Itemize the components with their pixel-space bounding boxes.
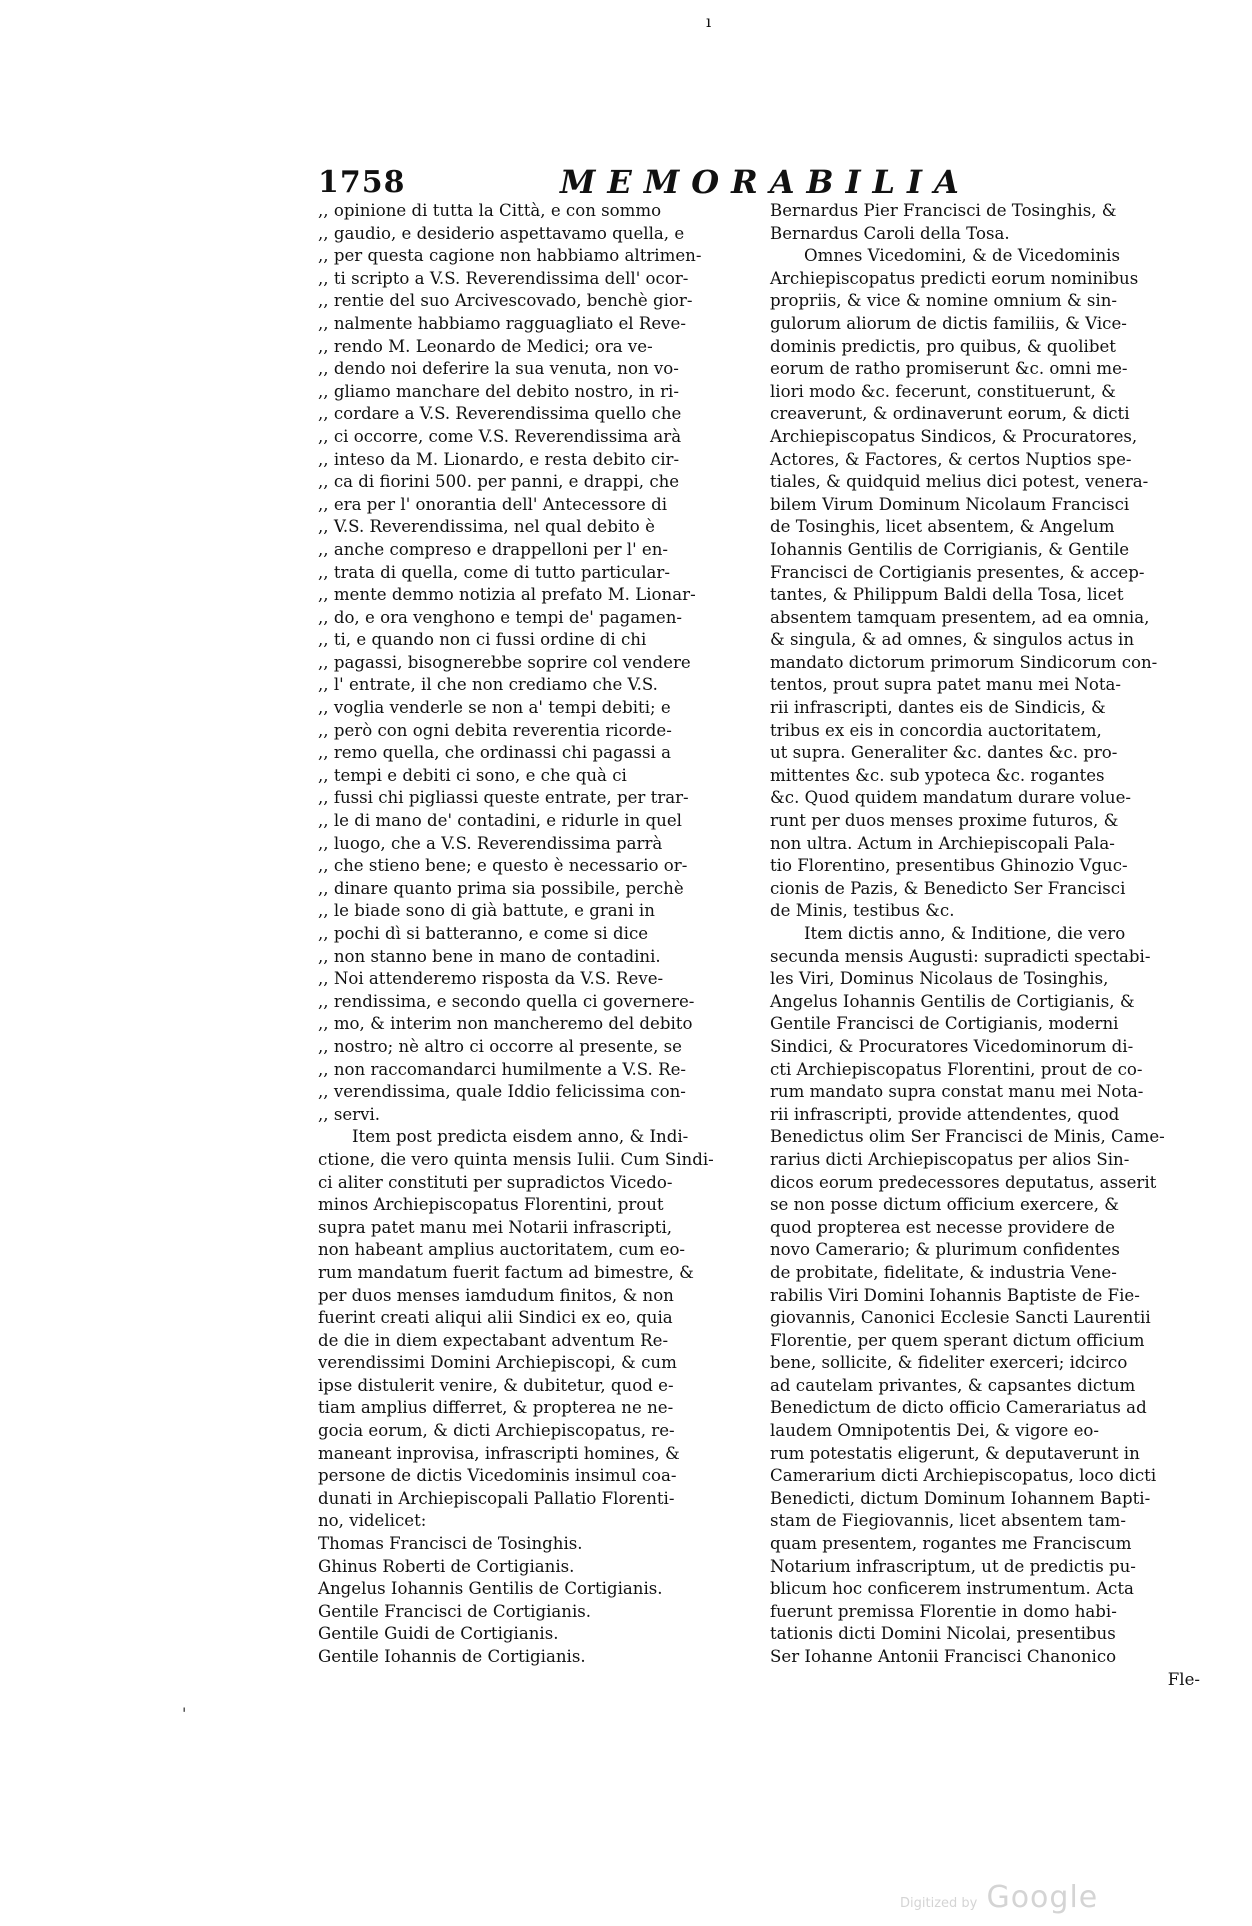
text-line: ,, cordare a V.S. Reverendissima quello che bbox=[318, 404, 682, 424]
text-line: mittentes &c. sub ypoteca &c. rogantes bbox=[770, 765, 1105, 785]
text-line: Gentile Guidi de Cortigianis. bbox=[318, 1624, 559, 1644]
text-line: ,, Noi attenderemo risposta da V.S. Reve- bbox=[318, 969, 664, 989]
text-line: Ser Iohanne Antonii Francisci Chanonico bbox=[770, 1647, 1117, 1666]
text-line: ,, che stieno bene; e questo è necessario or- bbox=[318, 856, 688, 876]
text-line: Iohannis Gentilis de Corrigianis, & Gentile bbox=[770, 539, 1130, 559]
text-line: cti Archiepiscopatus Florentini, prout de co- bbox=[770, 1059, 1143, 1079]
text-line: ,, pagassi, bisognerebbe soprire col vendere bbox=[318, 652, 691, 672]
text-line: les Viri, Dominus Nicolaus de Tosinghis, bbox=[770, 969, 1109, 989]
text-line: Ghinus Roberti de Cortigianis. bbox=[318, 1556, 575, 1576]
text-line: Bernardus Caroli della Tosa. bbox=[770, 223, 1010, 243]
text-line: ,, ti scripto a V.S. Reverendissima dell' ocor- bbox=[318, 268, 689, 288]
text-line: creaverunt, & ordinaverunt eorum, & dicti bbox=[770, 404, 1130, 424]
text-line: ,, mente demmo notizia al prefato M. Lionar- bbox=[318, 585, 696, 605]
text-line: tationis dicti Domini Nicolai, presentibus bbox=[770, 1624, 1116, 1644]
margin-speck: ' bbox=[182, 1704, 187, 1723]
text-line: ,, verendissima, quale Iddio felicissima con- bbox=[318, 1082, 686, 1102]
text-line: bilem Virum Dominum Nicolaum Francisci bbox=[770, 494, 1130, 514]
text-line: ,, servi. bbox=[318, 1104, 381, 1124]
text-line: ,, però con ogni debita reverentia ricorde- bbox=[318, 720, 672, 740]
text-line: rum mandato supra constat manu mei Nota- bbox=[770, 1082, 1144, 1102]
text-line: ,, tempi e debiti ci sono, e che quà ci bbox=[318, 765, 627, 785]
text-line: tiales, & quidquid melius dici potest, venera- bbox=[770, 472, 1149, 492]
text-line: ,, opinione di tutta la Città, e con sommo bbox=[318, 201, 662, 220]
text-line: Florentie, per quem sperant dictum officium bbox=[770, 1330, 1145, 1350]
text-line: ,, remo quella, che ordinassi chi pagassi a bbox=[318, 743, 671, 763]
text-line: laudem Omnipotentis Dei, & vigore eo- bbox=[770, 1421, 1099, 1441]
text-line: ,, rentie del suo Arcivescovado, benchè gior- bbox=[318, 291, 693, 311]
text-line: ,, do, e ora venghono e tempi de' pagamen- bbox=[318, 607, 682, 627]
page-number: 1758 bbox=[318, 165, 406, 200]
digitization-watermark bbox=[900, 1880, 1098, 1915]
text-line: ,, non raccomandarci humilmente a V.S. Re- bbox=[318, 1059, 687, 1079]
text-line: Benedictum de dicto officio Camerariatus ad bbox=[770, 1398, 1147, 1418]
text-line: no, videlicet: bbox=[318, 1511, 427, 1531]
text-line: dicos eorum predecessores deputatus, asserit bbox=[770, 1172, 1157, 1192]
text-line: mandato dictorum primorum Sindicorum con- bbox=[770, 652, 1158, 672]
text-line: ,, ti, e quando non ci fussi ordine di chi bbox=[318, 630, 647, 650]
text-line: ,, era per l' onorantia dell' Antecessore di bbox=[318, 494, 668, 514]
text-line: ,, le biade sono di già battute, e grani in bbox=[318, 901, 655, 921]
text-line: gulorum aliorum de dictis familiis, & Vice- bbox=[770, 313, 1127, 333]
text-line: de Tosinghis, licet absentem, & Angelum bbox=[770, 517, 1115, 537]
text-line: ,, ci occorre, come V.S. Reverendissima arà bbox=[318, 426, 682, 446]
text-line: Archiepiscopatus predicti eorum nominibus bbox=[770, 268, 1139, 288]
text-line: ,, le di mano de' contadini, e ridurle in quel bbox=[318, 811, 682, 831]
text-line: novo Camerario; & plurimum confidentes bbox=[770, 1240, 1120, 1260]
text-line: ,, nostro; nè altro ci occorre al presente, se bbox=[318, 1036, 682, 1056]
text-line: ,, dinare quanto prima sia possibile, perchè bbox=[318, 878, 684, 898]
right-text-column bbox=[770, 200, 1200, 1691]
top-margin-mark: ı bbox=[706, 12, 712, 31]
text-line: ut supra. Generaliter &c. dantes &c. pro- bbox=[770, 743, 1118, 763]
text-line: Gentile Francisci de Cortigianis, moderni bbox=[770, 1014, 1119, 1034]
text-line: Benedicti, dictum Dominum Iohannem Bapti- bbox=[770, 1488, 1151, 1508]
text-line: &c. Quod quidem mandatum durare volue- bbox=[770, 788, 1132, 808]
text-line: gocia eorum, & dicti Archiepiscopatus, re- bbox=[318, 1421, 675, 1441]
text-line: tiam amplius differret, & propterea ne ne- bbox=[318, 1398, 674, 1418]
text-line: stam de Fiegiovannis, licet absentem tam- bbox=[770, 1511, 1126, 1531]
text-line: giovannis, Canonici Ecclesie Sancti Laurentii bbox=[770, 1308, 1151, 1328]
text-line: rii infrascripti, dantes eis de Sindicis, & bbox=[770, 698, 1106, 718]
text-line: ad cautelam privantes, & capsantes dictum bbox=[770, 1375, 1136, 1395]
text-line: Archiepiscopatus Sindicos, & Procuratores, bbox=[770, 426, 1138, 446]
text-line: de probitate, fidelitate, & industria Vene- bbox=[770, 1262, 1117, 1282]
text-line: de Minis, testibus &c. bbox=[770, 901, 955, 921]
text-line: Gentile Francisci de Cortigianis. bbox=[318, 1601, 592, 1621]
text-line: Sindici, & Procuratores Vicedominorum di- bbox=[770, 1036, 1134, 1056]
text-line: per duos menses iamdudum finitos, & non bbox=[318, 1285, 674, 1305]
text-line: Notarium infrascriptum, ut de predictis pu- bbox=[770, 1556, 1136, 1576]
text-line: Thomas Francisci de Tosinghis. bbox=[318, 1534, 583, 1554]
text-line: Angelus Iohannis Gentilis de Cortigianis. bbox=[318, 1579, 663, 1599]
text-line: liori modo &c. fecerunt, constituerunt, & bbox=[770, 381, 1116, 401]
text-line: ,, luogo, che a V.S. Reverendissima parrà bbox=[318, 833, 663, 853]
text-line: rum mandatum fuerit factum ad bimestre, & bbox=[318, 1262, 694, 1282]
text-line: supra patet manu mei Notarii infrascripti, bbox=[318, 1217, 673, 1237]
text-line: Item post predicta eisdem anno, & Indi- bbox=[352, 1127, 689, 1147]
text-line: ,, dendo noi deferire la sua venuta, non vo- bbox=[318, 359, 679, 379]
text-line: Actores, & Factores, & certos Nuptios spe- bbox=[770, 449, 1132, 469]
text-line: ,, V.S. Reverendissima, nel qual debito è bbox=[318, 517, 655, 537]
text-line: non habeant amplius auctoritatem, cum eo- bbox=[318, 1240, 686, 1260]
text-line: blicum hoc conficerem instrumentum. Acta bbox=[770, 1579, 1134, 1599]
text-line: dunati in Archiepiscopali Pallatio Florenti- bbox=[318, 1488, 675, 1508]
text-line: persone de dictis Vicedominis insimul coa- bbox=[318, 1466, 677, 1486]
text-line: Angelus Iohannis Gentilis de Cortigianis, & bbox=[770, 991, 1135, 1011]
text-line: Item dictis anno, & Inditione, die vero bbox=[804, 924, 1126, 943]
text-line: eorum de ratho promiserunt &c. omni me- bbox=[770, 359, 1128, 379]
watermark-prefix: Digitized by bbox=[900, 1896, 978, 1911]
text-line: ,, inteso da M. Lionardo, e resta debito cir- bbox=[318, 449, 680, 469]
text-line: Fle- bbox=[1167, 1669, 1200, 1689]
text-line: runt per duos menses proxime futuros, & bbox=[770, 811, 1119, 831]
running-title: MEMORABILIA bbox=[560, 163, 971, 201]
text-line: tantes, & Philippum Baldi della Tosa, licet bbox=[770, 585, 1124, 605]
text-line: ,, gaudio, e desiderio aspettavamo quella, e bbox=[318, 223, 685, 243]
text-line: rum potestatis eligerunt, & deputaverunt in bbox=[770, 1443, 1140, 1463]
text-line: ipse distulerit venire, & dubitetur, quod e- bbox=[318, 1375, 674, 1395]
text-line: se non posse dictum officium exercere, & bbox=[770, 1195, 1120, 1215]
text-line: dominis predictis, pro quibus, & quolibet bbox=[770, 336, 1116, 356]
text-line: ,, mo, & interim non mancheremo del debito bbox=[318, 1014, 693, 1034]
text-line: ,, gliamo manchare del debito nostro, in ri- bbox=[318, 381, 679, 401]
text-line: absentem tamquam presentem, ad ea omnia, bbox=[770, 607, 1150, 627]
text-line: Gentile Iohannis de Cortigianis. bbox=[318, 1647, 586, 1666]
text-line: rarius dicti Archiepiscopatus per alios Sin- bbox=[770, 1149, 1130, 1169]
text-line: non ultra. Actum in Archiepiscopali Pala- bbox=[770, 833, 1115, 853]
text-line: Francisci de Cortigianis presentes, & accep- bbox=[770, 562, 1145, 582]
text-line: & singula, & ad omnes, & singulos actus in bbox=[770, 630, 1135, 650]
text-line: ci aliter constituti per supradictos Vicedo- bbox=[318, 1172, 673, 1192]
text-line: Camerarium dicti Archiepiscopatus, loco dicti bbox=[770, 1466, 1157, 1486]
text-line: tribus ex eis in concordia auctoritatem, bbox=[770, 720, 1102, 740]
text-line: tentos, prout supra patet manu mei Nota- bbox=[770, 675, 1122, 695]
text-line: ,, pochi dì si batteranno, e come si dice bbox=[318, 924, 649, 943]
text-line: rii infrascripti, provide attendentes, quod bbox=[770, 1104, 1120, 1124]
text-line: ,, fussi chi pigliassi queste entrate, per trar- bbox=[318, 788, 689, 808]
text-line: Omnes Vicedomini, & de Vicedominis bbox=[804, 246, 1120, 266]
text-line: ,, l' entrate, il che non crediamo che V.S. bbox=[318, 675, 658, 695]
text-line: bene, sollicite, & fideliter exerceri; idcirco bbox=[770, 1353, 1128, 1373]
text-line: ctione, die vero quinta mensis Iulii. Cum Sindi- bbox=[318, 1149, 714, 1169]
text-line: tio Florentino, presentibus Ghinozio Vguc- bbox=[770, 856, 1128, 876]
text-line: quod propterea est necesse providere de bbox=[770, 1217, 1115, 1237]
text-line: propriis, & vice & nomine omnium & sin- bbox=[770, 291, 1118, 311]
text-line: ,, trata di quella, come di tutto particular- bbox=[318, 562, 670, 582]
text-line: ,, voglia venderle se non a' tempi debiti; e bbox=[318, 698, 671, 718]
text-line: ,, rendissima, e secondo quella ci governere- bbox=[318, 991, 695, 1011]
text-line: de die in diem expectabant adventum Re- bbox=[318, 1330, 669, 1350]
text-line: rabilis Viri Domini Iohannis Baptiste de Fie- bbox=[770, 1285, 1140, 1305]
text-line: secunda mensis Augusti: supradicti spectabi- bbox=[770, 946, 1151, 966]
text-line: ,, nalmente habbiamo ragguagliato el Reve- bbox=[318, 313, 686, 333]
left-text-column bbox=[318, 200, 736, 1669]
text-line: ,, non stanno bene in mano de contadini. bbox=[318, 946, 661, 966]
text-line: verendissimi Domini Archiepiscopi, & cum bbox=[318, 1353, 677, 1373]
watermark-logo: Google bbox=[986, 1880, 1099, 1915]
text-line: Bernardus Pier Francisci de Tosinghis, & bbox=[770, 201, 1117, 220]
text-line: quam presentem, rogantes me Franciscum bbox=[770, 1534, 1132, 1554]
text-line: maneant inprovisa, infrascripti homines, & bbox=[318, 1443, 680, 1463]
text-line: minos Archiepiscopatus Florentini, prout bbox=[318, 1195, 664, 1215]
text-line: ,, per questa cagione non habbiamo altrimen- bbox=[318, 246, 702, 266]
text-line: fuerunt premissa Florentie in domo habi- bbox=[770, 1601, 1117, 1621]
text-line: cionis de Pazis, & Benedicto Ser Francisci bbox=[770, 878, 1126, 898]
text-line: ,, anche compreso e drappelloni per l' en- bbox=[318, 539, 669, 559]
text-line: fuerint creati aliqui alii Sindici ex eo, quia bbox=[318, 1308, 673, 1328]
text-line: ,, ca di fiorini 500. per panni, e drappi, che bbox=[318, 472, 680, 492]
text-line: ,, rendo M. Leonardo de Medici; ora ve- bbox=[318, 336, 653, 356]
text-line: Benedictus olim Ser Francisci de Minis, Came- bbox=[770, 1127, 1165, 1147]
